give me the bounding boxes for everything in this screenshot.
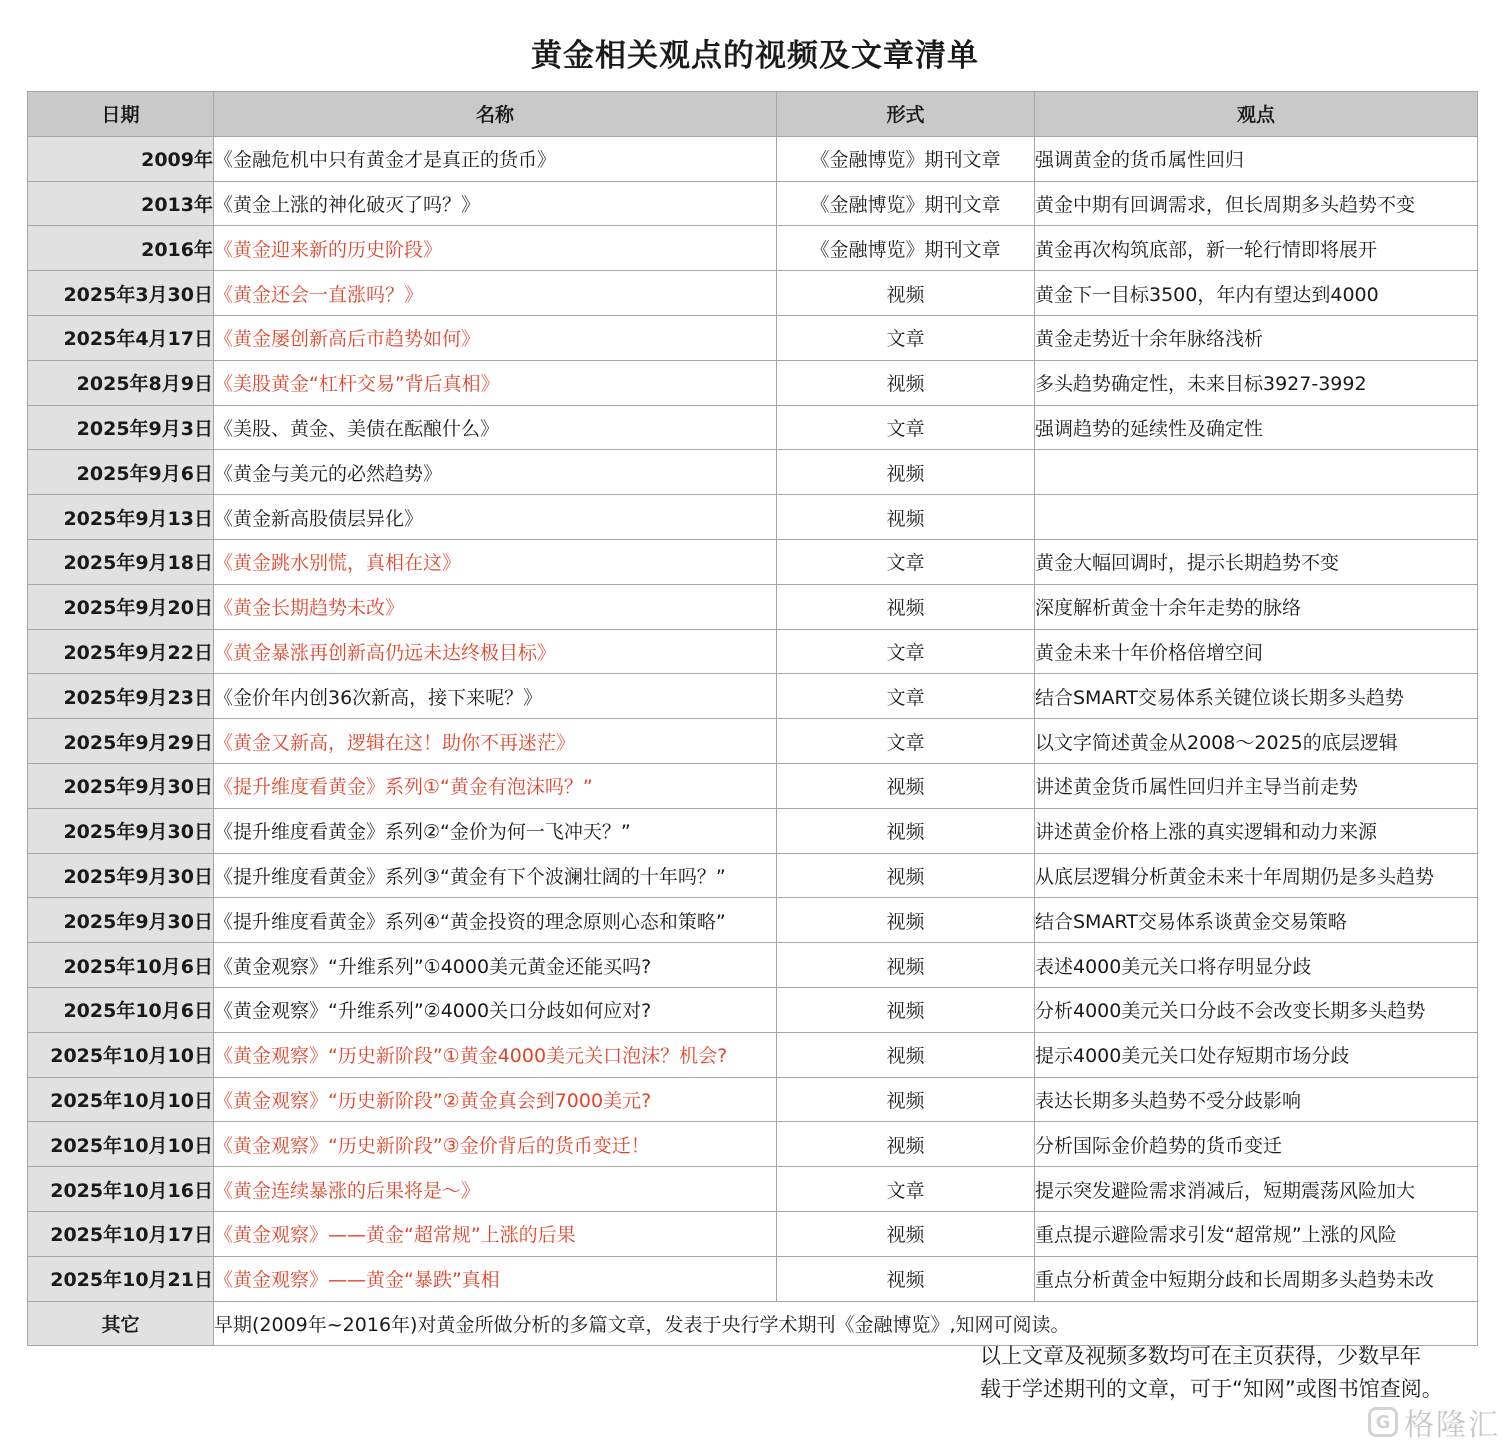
date-cell: 2025年9月30日 (28, 763, 214, 808)
name-cell: 《黄金屡创新高后市趋势如何》 (214, 315, 777, 360)
form-cell: 视频 (777, 1032, 1035, 1077)
table-row (28, 584, 1478, 629)
form-cell: 文章 (777, 629, 1035, 674)
header-name: 名称 (214, 92, 777, 137)
header-date: 日期 (28, 92, 214, 137)
table-row (28, 763, 1478, 808)
view-cell: 表达长期多头趋势不受分歧影响 (1035, 1077, 1478, 1122)
form-cell: 视频 (777, 763, 1035, 808)
view-cell: 重点分析黄金中短期分歧和长周期多头趋势未改 (1035, 1256, 1478, 1301)
view-cell: 讲述黄金价格上涨的真实逻辑和动力来源 (1035, 808, 1478, 853)
form-cell: 视频 (777, 1211, 1035, 1256)
view-cell: 深度解析黄金十余年走势的脉络 (1035, 584, 1478, 629)
table-row (28, 1077, 1478, 1122)
form-cell: 文章 (777, 315, 1035, 360)
name-cell: 《黄金观察》“历史新阶段”①黄金4000美元关口泡沫？机会? (214, 1032, 777, 1077)
view-cell: 以文字简述黄金从2008～2025的底层逻辑 (1035, 719, 1478, 764)
date-cell: 2025年8月9日 (28, 360, 214, 405)
date-cell: 2025年9月20日 (28, 584, 214, 629)
date-cell: 2025年9月30日 (28, 898, 214, 943)
form-cell: 视频 (777, 271, 1035, 316)
form-cell: 视频 (777, 495, 1035, 540)
name-cell: 《黄金观察》“升维系列”②4000关口分歧如何应对? (214, 987, 777, 1032)
date-cell: 2025年10月6日 (28, 987, 214, 1032)
other-text: 早期(2009年~2016年)对黄金所做分析的多篇文章，发表于央行学术期刊《金融博览》,知网可阅读。 (214, 1301, 1478, 1346)
date-cell: 2025年10月17日 (28, 1211, 214, 1256)
name-cell: 《提升维度看黄金》系列④“黄金投资的理念原则心态和策略” (214, 898, 777, 943)
name-cell: 《黄金迎来新的历史阶段》 (214, 226, 777, 271)
table-row (28, 719, 1478, 764)
date-cell: 2025年10月6日 (28, 943, 214, 988)
date-cell: 2025年10月10日 (28, 1032, 214, 1077)
name-cell: 《美股黄金“杠杆交易”背后真相》 (214, 360, 777, 405)
date-cell: 2025年9月22日 (28, 629, 214, 674)
view-cell: 分析国际金价趋势的货币变迁 (1035, 1122, 1478, 1167)
name-cell: 《黄金暴涨再创新高仍远未达终极目标》 (214, 629, 777, 674)
name-cell: 《黄金观察》“升维系列”①4000美元黄金还能买吗? (214, 943, 777, 988)
table-row (28, 1032, 1478, 1077)
name-cell: 《黄金新高股债层异化》 (214, 495, 777, 540)
view-cell: 黄金下一目标3500，年内有望达到4000 (1035, 271, 1478, 316)
name-cell: 《黄金观察》“历史新阶段”②黄金真会到7000美元? (214, 1077, 777, 1122)
table-row (28, 1167, 1478, 1212)
name-cell: 《金价年内创36次新高，接下来呢？》 (214, 674, 777, 719)
date-cell: 2025年3月30日 (28, 271, 214, 316)
view-cell: 讲述黄金货币属性回归并主导当前走势 (1035, 763, 1478, 808)
form-cell: 视频 (777, 853, 1035, 898)
view-cell: 黄金未来十年价格倍增空间 (1035, 629, 1478, 674)
view-cell: 多头趋势确定性，未来目标3927-3992 (1035, 360, 1478, 405)
view-cell: 强调趋势的延续性及确定性 (1035, 405, 1478, 450)
name-cell: 《黄金观察》——黄金“超常规”上涨的后果 (214, 1211, 777, 1256)
form-cell: 视频 (777, 450, 1035, 495)
view-cell: 黄金再次构筑底部，新一轮行情即将展开 (1035, 226, 1478, 271)
view-cell: 黄金走势近十余年脉络浅析 (1035, 315, 1478, 360)
view-cell: 黄金中期有回调需求，但长周期多头趋势不变 (1035, 181, 1478, 226)
view-cell: 黄金大幅回调时，提示长期趋势不变 (1035, 539, 1478, 584)
name-cell: 《提升维度看黄金》系列①“黄金有泡沫吗？” (214, 763, 777, 808)
view-cell: 表述4000美元关口将存明显分歧 (1035, 943, 1478, 988)
name-cell: 《黄金又新高，逻辑在这！助你不再迷茫》 (214, 719, 777, 764)
form-cell: 视频 (777, 360, 1035, 405)
header-form: 形式 (777, 92, 1035, 137)
date-cell: 2025年10月16日 (28, 1167, 214, 1212)
name-cell: 《提升维度看黄金》系列③“黄金有下个波澜壮阔的十年吗？” (214, 853, 777, 898)
form-cell: 视频 (777, 943, 1035, 988)
view-cell: 结合SMART交易体系谈黄金交易策略 (1035, 898, 1478, 943)
view-cell: 从底层逻辑分析黄金未来十年周期仍是多头趋势 (1035, 853, 1478, 898)
table-row (28, 226, 1478, 271)
name-cell: 《黄金观察》——黄金“暴跌”真相 (214, 1256, 777, 1301)
date-cell: 2013年 (28, 181, 214, 226)
form-cell: 文章 (777, 539, 1035, 584)
table-row (28, 271, 1478, 316)
form-cell: 《金融博览》期刊文章 (777, 181, 1035, 226)
date-cell: 2025年9月30日 (28, 808, 214, 853)
table-row (28, 1256, 1478, 1301)
table-row (28, 1122, 1478, 1167)
table-row (28, 315, 1478, 360)
date-cell: 2025年4月17日 (28, 315, 214, 360)
form-cell: 视频 (777, 1122, 1035, 1167)
table-row (28, 987, 1478, 1032)
table-row (28, 539, 1478, 584)
name-cell: 《黄金还会一直涨吗？》 (214, 271, 777, 316)
name-cell: 《黄金连续暴涨的后果将是～》 (214, 1167, 777, 1212)
other-label: 其它 (28, 1301, 214, 1346)
table-row (28, 853, 1478, 898)
table-row (28, 674, 1478, 719)
header-view: 观点 (1035, 92, 1478, 137)
date-cell: 2025年9月18日 (28, 539, 214, 584)
date-cell: 2009年 (28, 136, 214, 181)
date-cell: 2025年9月13日 (28, 495, 214, 540)
date-cell: 2025年9月3日 (28, 405, 214, 450)
date-cell: 2025年10月10日 (28, 1077, 214, 1122)
table-row (28, 943, 1478, 988)
date-cell: 2025年9月23日 (28, 674, 214, 719)
watermark-logo (1368, 1400, 1500, 1444)
view-cell (1035, 495, 1478, 540)
date-cell: 2025年9月6日 (28, 450, 214, 495)
form-cell: 视频 (777, 1077, 1035, 1122)
page-title: 黄金相关观点的视频及文章清单 (531, 38, 979, 74)
table-row (28, 495, 1478, 540)
table-row (28, 1211, 1478, 1256)
view-cell: 结合SMART交易体系关键位谈长期多头趋势 (1035, 674, 1478, 719)
form-cell: 《金融博览》期刊文章 (777, 226, 1035, 271)
date-cell: 2016年 (28, 226, 214, 271)
view-cell: 提示突发避险需求消减后，短期震荡风险加大 (1035, 1167, 1478, 1212)
content-table (27, 91, 1478, 1346)
name-cell: 《美股、黄金、美债在酝酿什么》 (214, 405, 777, 450)
table-row (28, 360, 1478, 405)
name-cell: 《黄金长期趋势未改》 (214, 584, 777, 629)
table-row (28, 898, 1478, 943)
watermark-text: 格隆汇 (1404, 1408, 1500, 1443)
form-cell: 文章 (777, 719, 1035, 764)
table-row (28, 181, 1478, 226)
table-header-row (28, 92, 1478, 137)
form-cell: 文章 (777, 405, 1035, 450)
table-row (28, 136, 1478, 181)
view-cell: 强调黄金的货币属性回归 (1035, 136, 1478, 181)
footnote (980, 1340, 1480, 1406)
table-row (28, 808, 1478, 853)
name-cell: 《金融危机中只有黄金才是真正的货币》 (214, 136, 777, 181)
footnote-line-1: 以上文章及视频多数均可在主页获得，少数早年 (980, 1344, 1421, 1368)
logo-mark-icon: G (1368, 1407, 1398, 1437)
name-cell: 《黄金观察》“历史新阶段”③金价背后的货币变迁！ (214, 1122, 777, 1167)
form-cell: 文章 (777, 1167, 1035, 1212)
name-cell: 《黄金跳水别慌，真相在这》 (214, 539, 777, 584)
footnote-line-2: 载于学述期刊的文章，可于“知网”或图书馆查阅。 (980, 1377, 1443, 1401)
form-cell: 文章 (777, 674, 1035, 719)
form-cell: 视频 (777, 898, 1035, 943)
view-cell: 分析4000美元关口分歧不会改变长期多头趋势 (1035, 987, 1478, 1032)
table-row (28, 450, 1478, 495)
date-cell: 2025年9月29日 (28, 719, 214, 764)
name-cell: 《黄金上涨的神化破灭了吗？》 (214, 181, 777, 226)
view-cell: 重点提示避险需求引发“超常规”上涨的风险 (1035, 1211, 1478, 1256)
date-cell: 2025年10月21日 (28, 1256, 214, 1301)
form-cell: 《金融博览》期刊文章 (777, 136, 1035, 181)
date-cell: 2025年10月10日 (28, 1122, 214, 1167)
name-cell: 《黄金与美元的必然趋势》 (214, 450, 777, 495)
form-cell: 视频 (777, 987, 1035, 1032)
form-cell: 视频 (777, 808, 1035, 853)
table-row (28, 629, 1478, 674)
view-cell (1035, 450, 1478, 495)
view-cell: 提示4000美元关口处存短期市场分歧 (1035, 1032, 1478, 1077)
form-cell: 视频 (777, 1256, 1035, 1301)
table-row (28, 405, 1478, 450)
form-cell: 视频 (777, 584, 1035, 629)
name-cell: 《提升维度看黄金》系列②“金价为何一飞冲天？” (214, 808, 777, 853)
date-cell: 2025年9月30日 (28, 853, 214, 898)
